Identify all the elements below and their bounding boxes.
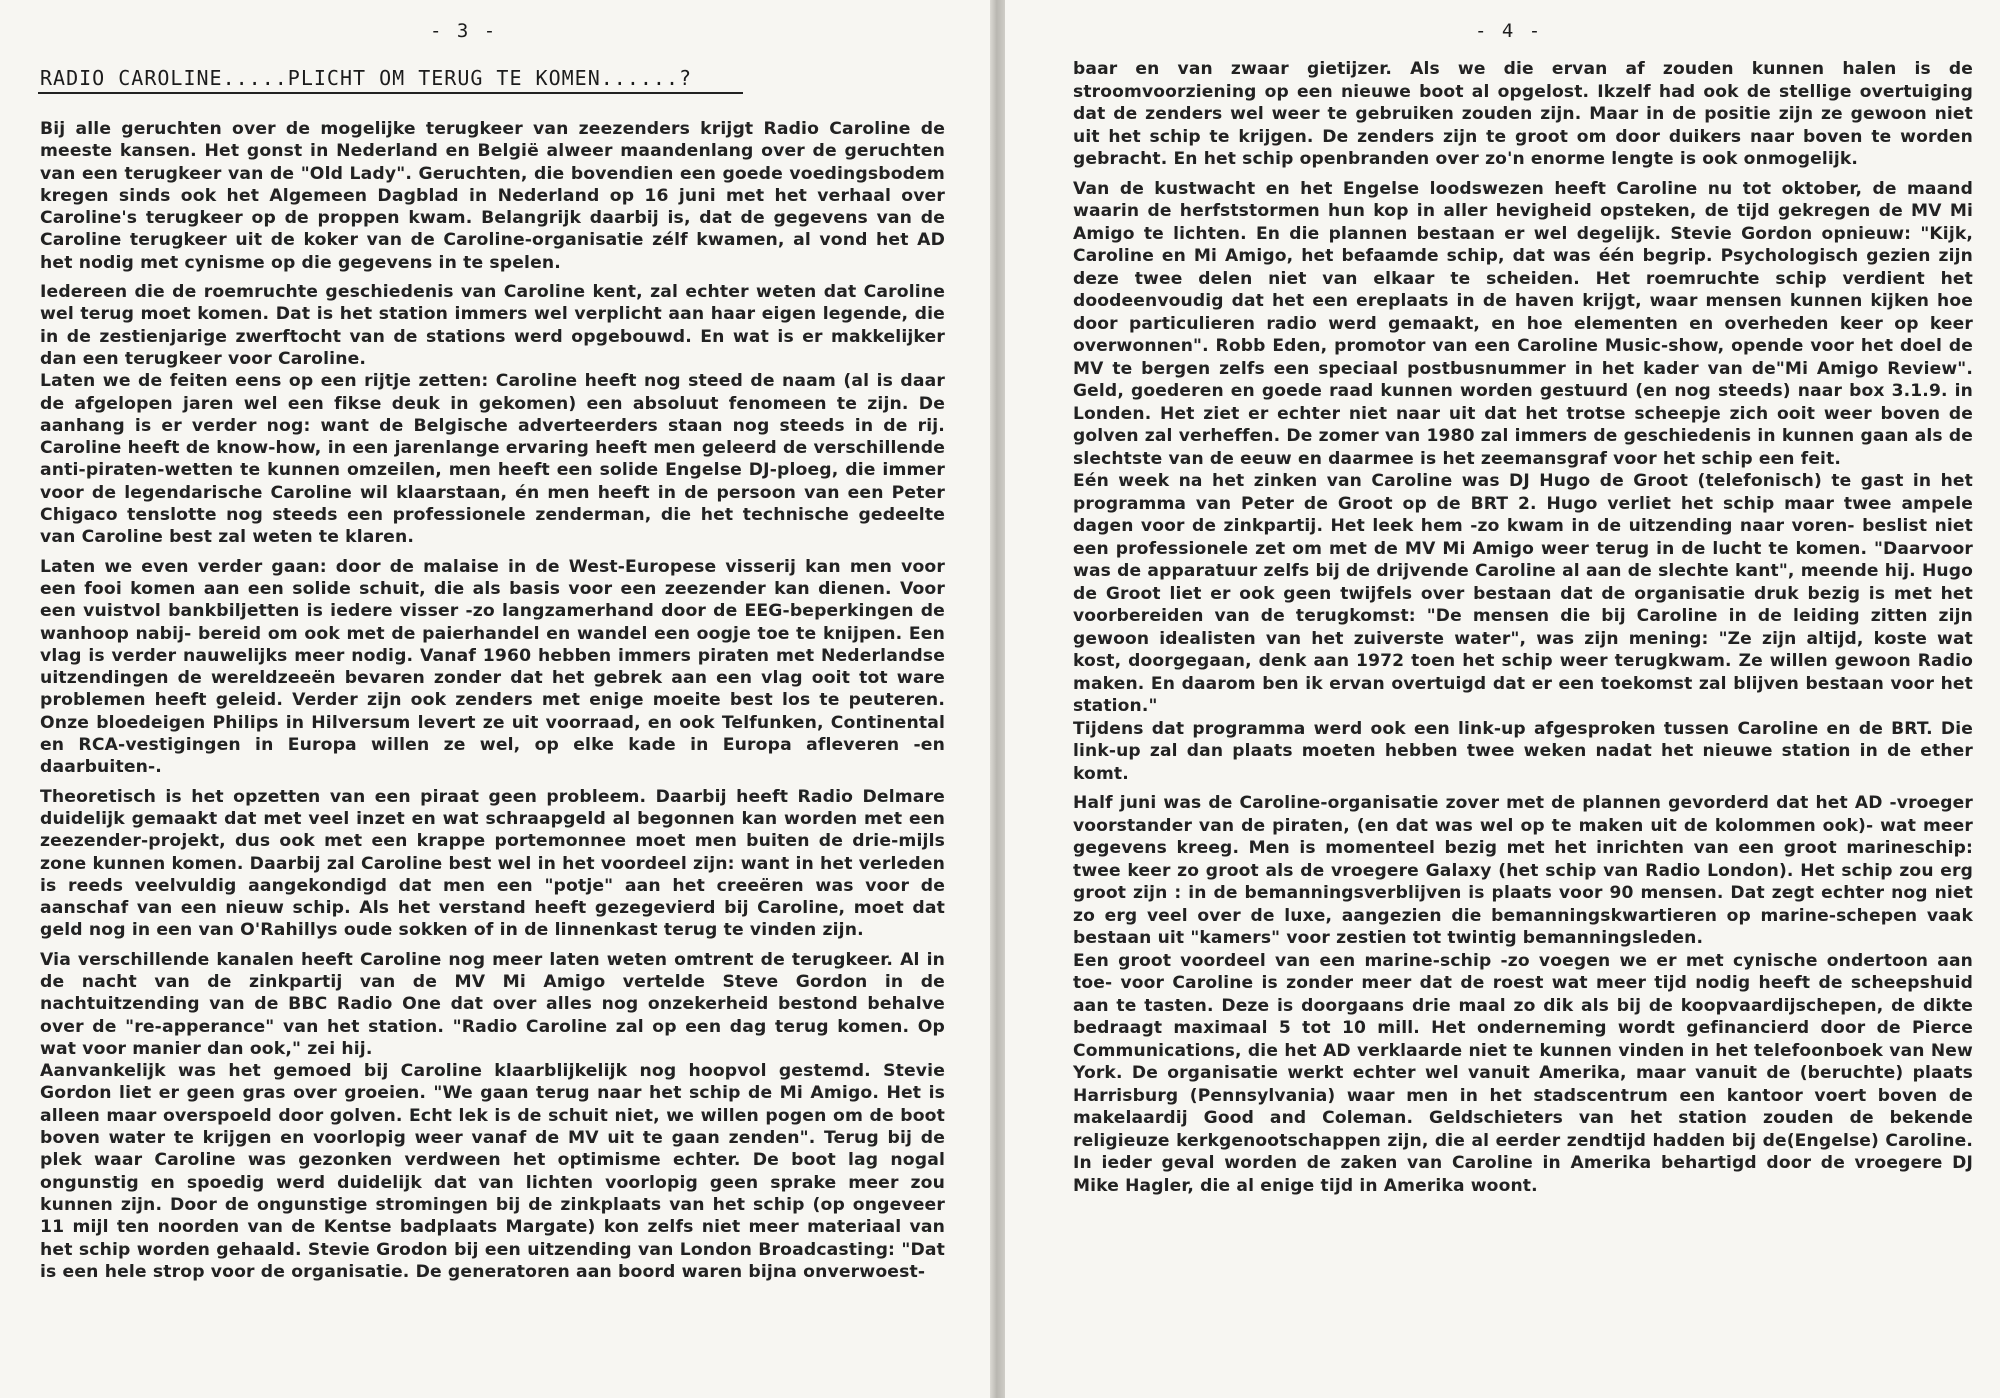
paragraph: Theoretisch is het opzetten van een piraat geen probleem. Daarbij heeft Radio Delmare duidelijk gemaakt dat met veel inzet en wat schraapgeld al begonnen kan worden met een zeezender-projekt, dus ook met een krappe portemonnee moet men buiten de drie-mijls zone kunnen komen. Daarbij zal Caroline best wel in het voordeel zijn: want in het verleden is reeds veelvuldig aangekondigd dat men een "potje" aan het creeëren was voor de aanschaf van een nieuw schip. Als het verstand heeft gezegevierd bij Caroline, moet dat geld nog in een van O'Rahillys oude sokken of in de linnenkast terug te vinden zijn. bbox=[40, 786, 945, 941]
page-number: - 3 - bbox=[430, 20, 498, 42]
paragraph: Een groot voordeel van een marine-schip -zo voegen we er met cynische ondertoon aan toe- voor Caroline is zonder meer dat de roest wat meer tijd nodig heeft de scheepshuid aan te tasten. Deze is doorgaans drie maal zo dik als bij de koopvaardijschepen, de dikte bedraagt maximaal 5 tot 10 mill. Het onderneming wordt gefinancierd door de Pierce Communications, die het AD verklaarde niet te kunnen vinden in het telefoonboek van New York. De organisatie werkt echter wel vanuit Amerika, maar vanuit de (beruchte) plaats Harrisburg (Pennsylvania) waar men in het stadscentrum een kantoor voert boven de makelaardij Good and Coleman. Geldschieters van het station zouden de bekende religieuze kerkgenootschappen zijn, die al eerder zendtijd hadden bij de(Engelse) Caroline. In ieder geval worden de zaken van Caroline in Amerika behartigd door de vroegere DJ Mike Hagler, die al enige tijd in Amerika woont. bbox=[1073, 950, 1973, 1196]
article-title: RADIO CAROLINE.....PLICHT OM TERUG TE KOMEN......? bbox=[40, 66, 693, 90]
text-column-right bbox=[1073, 58, 1973, 1204]
paragraph: Via verschillende kanalen heeft Caroline nog meer laten weten omtrent de terugkeer. Al in de nacht van de zinkpartij van de MV Mi Amigo vertelde Steve Gordon in de nachtuitzending van de BBC Radio One dat over alles nog onzekerheid bestond behalve over de "re-apperance" van het station. "Radio Caroline zal op een dag terug komen. Op wat voor manier dan ook," zei hij. bbox=[40, 949, 945, 1059]
paragraph: Eén week na het zinken van Caroline was DJ Hugo de Groot (telefonisch) te gast in het programma van Peter de Groot op de BRT 2. Hugo verliet het schip maar twee ampele dagen voor de zinkpartij. Het leek hem -zo kwam in de uitzending naar voren- beslist niet een professionele zet om met de MV Mi Amigo weer terug in de lucht te komen. "Daarvoor was de apparatuur zelfs bij de drijvende Caroline al aan de slechte kant", meende hij. Hugo de Groot liet er ook geen twijfels over bestaan dat de organisatie druk bezig is met het voorbereiden van de terugkomst: "De mensen die bij Caroline in de leiding zitten zijn gewoon idealisten van het zuiverste water", was zijn mening: "Ze zijn altijd, koste wat kost, doorgegaan, denk aan 1972 toen het schip weer terugkwam. Ze willen gewoon Radio maken. En daarom ben ik ervan overtuigd dat er een toekomst zal blijven bestaan voor het station." bbox=[1073, 471, 1973, 716]
page-right bbox=[1005, 0, 2000, 1398]
paragraph: baar en van zwaar gietijzer. Als we die ervan af zouden kunnen halen is de stroomvoorziening op een nieuwe boot al opgelost. Ikzelf had ook de stellige overtuiging dat de zenders wel weer te gebruiken zouden zijn. Maar in de positie zijn ze gewoon niet uit het schip te krijgen. De zenders zijn te groot om door duikers naar boven te worden gebracht. En het schip openbranden over zo'n enorme lengte is ook onmogelijk. bbox=[1073, 59, 1973, 169]
title-underline bbox=[38, 92, 743, 94]
paragraph: Bij alle geruchten over de mogelijke terugkeer van zeezenders krijgt Radio Caroline de meeste kansen. Het gonst in Nederland en België alweer maandenlang over de geruchten van een terugkeer van de "Old Lady". Geruchten, die bovendien een goede voedingsbodem kregen sinds ook het Algemeen Dagblad in Nederland op 16 juni met het verhaal over Caroline's terugkeer op de proppen kwam. Belangrijk daarbij is, dat de gegevens van de Caroline terugkeer uit de koker van de Caroline-organisatie zélf kwamen, al vond het AD het nodig met cynisme op die gegevens in te spelen. bbox=[40, 119, 945, 273]
page-number: - 4 - bbox=[1475, 20, 1543, 42]
paragraph: Van de kustwacht en het Engelse loodswezen heeft Caroline nu tot oktober, de maand waarin de herfststormen hun kop in aller hevigheid opsteken, de tijd gekregen de MV Mi Amigo te lichten. En die plannen bestaan er wel degelijk. Stevie Gordon opnieuw: "Kijk, Caroline en Mi Amigo, het befaamde schip, dat was één begrip. Psychologisch gezien zijn deze twee delen niet van elkaar te scheiden. Het roemruchte schip verdient het doodeenvoudig dat het een ereplaats in de haven krijgt, waar mensen kunnen kijken hoe door particulieren radio werd gemaakt, en hoe elementen en overheden keer op keer overwonnen". Robb Eden, promotor van een Caroline Music-show, opende voor het doel de MV te bergen zelfs een speciaal postbusnummer in het kader van de"Mi Amigo Review". Geld, goederen en goede raad kunnen worden gestuurd (en nog steeds) naar box 3.1.9. in Londen. Het ziet er echter niet naar uit dat het trotse scheepje zich ooit weer boven de golven zal verheffen. De zomer van 1980 zal immers de geschiedenis in kunnen gaan als de slechtste van de eeuw en daarmee is het zeemansgraf voor het schip een feit. bbox=[1073, 178, 1973, 469]
page-left bbox=[0, 0, 990, 1398]
book-gutter bbox=[990, 0, 1005, 1398]
paragraph: Tijdens dat programma werd ook een link-up afgesproken tussen Caroline en de BRT. Die link-up zal dan plaats moeten hebben twee weken nadat het nieuwe station in de ether komt. bbox=[1073, 718, 1973, 784]
paragraph: Iedereen die de roemruchte geschiedenis van Caroline kent, zal echter weten dat Caroline wel terug moet komen. Dat is het station immers wel verplicht aan haar eigen legende, die in de zestienjarige zwerftocht van de stations werd opgebouwd. En wat is er makkelijker dan een terugkeer voor Caroline. bbox=[40, 282, 945, 369]
paragraph: Half juni was de Caroline-organisatie zover met de plannen gevorderd dat het AD -vroeger voorstander van de piraten, (en dat was wel op te maken uit de kolommen ook)- wat meer gegevens kreeg. Men is momenteel bezig met het inrichten van een groot marineschip: twee keer zo groot als de vroegere Galaxy (het schip van Radio London). Het schip zou erg groot zijn : in de bemanningsverblijven is plaats voor 90 mensen. Dat zegt echter nog niet zo erg veel over de luxe, aangezien die bemanningskwartieren op marine-schepen vaak bestaan uit "kamers" voor zestien tot twintig bemanningsleden. bbox=[1073, 793, 1973, 948]
paragraph: Laten we even verder gaan: door de malaise in de West-Europese visserij kan men voor een fooi komen aan een solide schuit, die als basis voor een zeezender kan dienen. Voor een vuistvol bankbiljetten is iedere visser -zo langzamerhand door de EEG-beperkingen de wanhoop nabij- bereid om ook met de paierhandel en wandel een oogje toe te knijpen. Een vlag is verder nauwelijks meer nodig. Vanaf 1960 hebben immers piraten met Nederlandse uitzendingen de wereldzeeën bevaren zonder dat het gebrek aan een vlag ooit tot ware problemen heeft geleid. Verder zijn ook zenders met enige moeite best los te peuteren. Onze bloedeigen Philips in Hilversum levert ze uit voorraad, en ook Telfunken, Continental en RCA-vestigingen in Europa willen ze wel, op elke kade in Europa afleveren -en daarbuiten-. bbox=[40, 556, 945, 778]
paragraph: Aanvankelijk was het gemoed bij Caroline klaarblijkelijk nog hoopvol gestemd. Stevie Gordon liet er geen gras over groeien. "We gaan terug naar het schip de Mi Amigo. Het is alleen maar overspoeld door golven. Echt lek is de schuit niet, we willen pogen om de boot boven water te krijgen en voorlopig weer vanaf de MV uit te gaan zenden". Terug bij de plek waar Caroline was gezonken verdween het optimisme echter. De boot lag nogal ongunstig en spoedig werd duidelijk dat van lichten voorlopig geen sprake meer zou kunnen zijn. Door de ongunstige stromingen bij de zinkplaats van het schip (op ongeveer 11 mijl ten noorden van de Kentse badplaats Margate) kon zelfs niet meer materiaal van het schip worden gehaald. Stevie Grodon bij een uitzending van London Broadcasting: "Dat is een hele strop voor de organisatie. De generatoren aan boord waren bijna onverwoest- bbox=[40, 1061, 945, 1282]
paragraph: Laten we de feiten eens op een rijtje zetten: Caroline heeft nog steed de naam (al is daar de afgelopen jaren wel een fikse deuk in gekomen) een absoluut fenomeen te zijn. De aanhang is er verder nog: want de Belgische adverteerders staan nog steeds in de rij. Caroline heeft de know-how, in een jarenlange ervaring heeft men geleerd de verschillende anti-piraten-wetten te kunnen omzeilen, men heeft een solide Engelse DJ-ploeg, die immer voor de legendarische Caroline wil klaarstaan, én men heeft in de persoon van een Peter Chigaco tenslotte nog steeds een professionele zenderman, die het technische gedeelte van Caroline best zal weten te klaren. bbox=[40, 371, 945, 548]
text-column-left bbox=[40, 118, 945, 1290]
